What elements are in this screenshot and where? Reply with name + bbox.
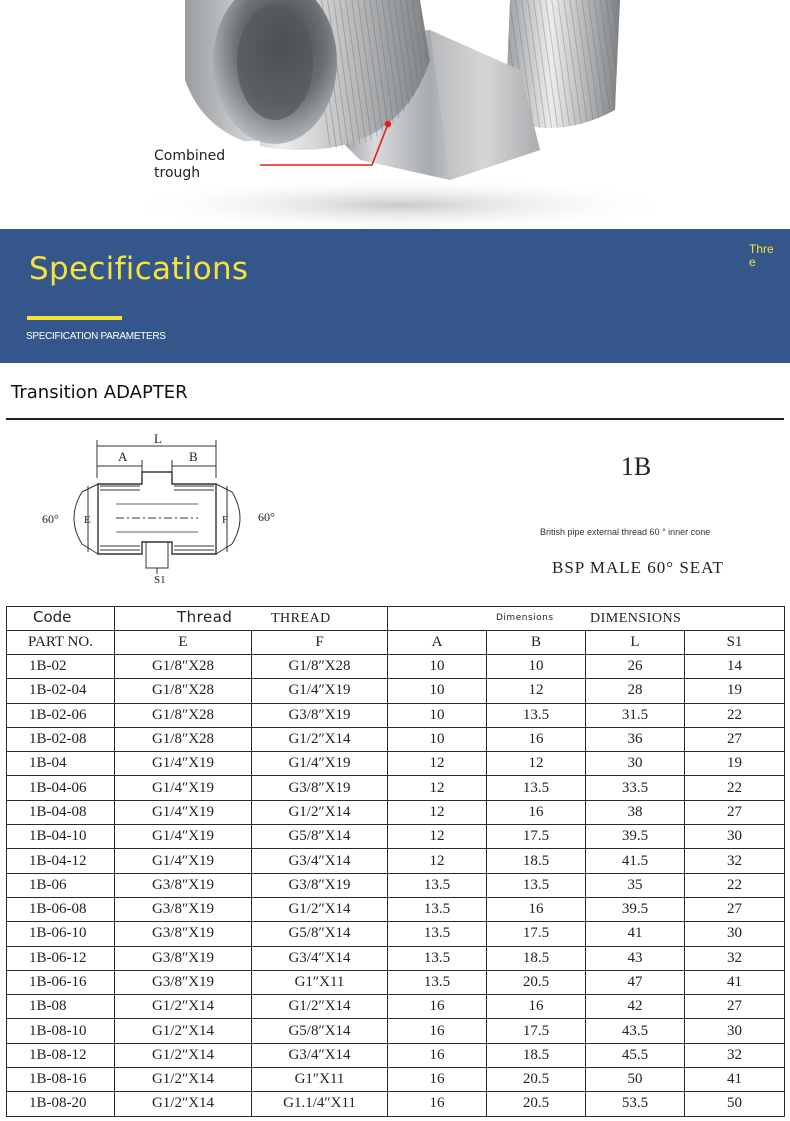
table-cell: 50 [586,1068,685,1092]
table-cell: 12 [388,849,487,873]
table-cell: G1/2″X14 [252,897,388,921]
callout-line-1: Combined [154,148,226,164]
table-cell: 43 [586,946,685,970]
table-cell: 32 [685,946,785,970]
table-cell: 27 [685,995,785,1019]
table-cell: G5/8″X14 [252,1019,388,1043]
table-cell: G1/8″X28 [252,655,388,679]
table-row [7,1019,785,1043]
table-cell: 18.5 [487,1043,586,1067]
drawing-label-L: L [154,431,162,446]
table-cell: 27 [685,727,785,751]
table-cell: 10 [388,655,487,679]
table-cell: 12 [388,752,487,776]
table-cell: G1/8″X28 [115,679,252,703]
table-cell: 1B-04-06 [7,776,115,800]
column-header-5: L [586,631,685,655]
table-cell: G1/2″X14 [115,1019,252,1043]
table-cell: 30 [685,825,785,849]
adapter-technical-drawing [36,428,286,588]
table-row [7,752,785,776]
overlay-dimensions-label: Dimensions [492,608,558,628]
table-body [7,655,785,1117]
table-cell: G1/4″X19 [115,825,252,849]
drawing-label-S1: S1 [154,574,166,586]
section-title: Transition ADAPTER [11,382,188,403]
table-cell: 16 [487,727,586,751]
table-cell: 13.5 [388,873,487,897]
table-cell: 1B-08-10 [7,1019,115,1043]
table-cell: 1B-04-08 [7,800,115,824]
table-cell: 22 [685,703,785,727]
table-cell: 13.5 [388,897,487,921]
table-cell: 16 [388,1068,487,1092]
table-cell: 1B-06-16 [7,970,115,994]
table-row [7,776,785,800]
table-row [7,922,785,946]
group-header-code [7,607,115,631]
table-row [7,995,785,1019]
table-cell: 12 [487,752,586,776]
table-cell: G1/2″X14 [115,995,252,1019]
table-cell: 17.5 [487,825,586,849]
table-cell: G3/8″X19 [252,776,388,800]
table-cell: G3/4″X14 [252,1043,388,1067]
table-cell: G1/2″X14 [252,800,388,824]
table-cell: 10 [487,655,586,679]
table-row [7,825,785,849]
table-row [7,849,785,873]
product-photo [0,0,790,229]
table-cell: 38 [586,800,685,824]
table-cell: 20.5 [487,970,586,994]
table-cell: G1/2″X14 [252,727,388,751]
table-cell: 41.5 [586,849,685,873]
table-cell: G3/8″X19 [115,873,252,897]
table-cell: 17.5 [487,1019,586,1043]
table-cell: 22 [685,873,785,897]
column-header-6: S1 [685,631,785,655]
table-cell: 50 [685,1092,785,1116]
table-cell: G1/4″X19 [252,679,388,703]
table-cell: 12 [487,679,586,703]
model-code: 1B [620,452,652,481]
table-cell: G1/8″X28 [115,703,252,727]
table-cell: G3/4″X14 [252,849,388,873]
table-cell: 36 [586,727,685,751]
table-row [7,897,785,921]
table-cell: 1B-06 [7,873,115,897]
table-group-header-row [7,607,785,631]
table-cell: 16 [487,995,586,1019]
table-cell: G3/8″X19 [252,873,388,897]
table-cell: 20.5 [487,1092,586,1116]
table-cell: 53.5 [586,1092,685,1116]
table-cell: 41 [586,922,685,946]
table-cell: 12 [388,825,487,849]
table-cell: 26 [586,655,685,679]
table-cell: 10 [388,727,487,751]
specification-table [6,606,785,1117]
table-cell: 16 [388,1019,487,1043]
table-column-header-row [7,631,785,655]
section-divider [6,418,784,420]
table-row [7,1043,785,1067]
table-cell: 1B-08-20 [7,1092,115,1116]
table-cell: 13.5 [487,703,586,727]
table-cell: 1B-04-12 [7,849,115,873]
table-cell: G1/2″X14 [115,1092,252,1116]
table-row [7,655,785,679]
overlay-code-label: Code [29,608,75,626]
table-cell: 14 [685,655,785,679]
overlay-thread-label: Thread [173,608,236,626]
table-cell: 18.5 [487,946,586,970]
drawing-label-E: E [84,514,91,526]
table-cell: 1B-04 [7,752,115,776]
table-cell: 22 [685,776,785,800]
table-cell: 33.5 [586,776,685,800]
group-header-dimensions [388,607,785,631]
table-row [7,873,785,897]
table-row [7,800,785,824]
column-header-2: F [252,631,388,655]
table-cell: 19 [685,679,785,703]
table-cell: 19 [685,752,785,776]
table-cell: G1/8″X28 [115,655,252,679]
table-cell: 1B-02-04 [7,679,115,703]
table-cell: G1/4″X19 [115,849,252,873]
table-cell: 12 [388,800,487,824]
table-cell: G1/2″X14 [115,1043,252,1067]
banner-accent-bar [27,316,122,320]
table-cell: G1/4″X19 [115,800,252,824]
table-cell: G1″X11 [252,970,388,994]
table-cell: 1B-06-08 [7,897,115,921]
table-cell: 47 [586,970,685,994]
table-cell: 32 [685,1043,785,1067]
table-row [7,946,785,970]
specifications-banner [0,229,790,363]
drawing-angle-right: 60° [258,510,275,524]
table-cell: 27 [685,897,785,921]
table-cell: G1″X11 [252,1068,388,1092]
table-cell: 1B-08-16 [7,1068,115,1092]
column-header-4: B [487,631,586,655]
table-cell: 45.5 [586,1043,685,1067]
table-cell: 16 [388,1092,487,1116]
table-cell: 30 [586,752,685,776]
table-cell: 16 [388,1043,487,1067]
table-cell: 13.5 [388,922,487,946]
thread-group-label: THREAD [271,611,331,626]
table-cell: 42 [586,995,685,1019]
table-cell: 13.5 [388,970,487,994]
callout-line-2: trough [154,165,201,181]
table-cell: 16 [487,897,586,921]
table-cell: 39.5 [586,825,685,849]
table-cell: G3/8″X19 [115,946,252,970]
table-cell: 41 [685,970,785,994]
table-cell: G3/8″X19 [252,703,388,727]
table-cell: 16 [487,800,586,824]
column-header-1: E [115,631,252,655]
table-cell: G3/4″X14 [252,946,388,970]
table-cell: 10 [388,679,487,703]
banner-title: Specifications [29,251,249,287]
table-cell: 30 [685,922,785,946]
banner-subtitle: SPECIFICATION PARAMETERS [26,331,166,342]
table-row [7,1068,785,1092]
table-row [7,727,785,751]
banner-corner-text: Three [749,242,774,269]
table-cell: G1/4″X19 [115,752,252,776]
table-cell: 10 [388,703,487,727]
table-cell: 39.5 [586,897,685,921]
table-cell: G1/4″X19 [252,752,388,776]
table-cell: 1B-04-10 [7,825,115,849]
table-cell: G1/2″X14 [115,1068,252,1092]
table-cell: 35 [586,873,685,897]
table-cell: 32 [685,849,785,873]
table-cell: G1/8″X28 [115,727,252,751]
table-cell: G1/4″X19 [115,776,252,800]
table-cell: 1B-02-08 [7,727,115,751]
table-cell: 18.5 [487,849,586,873]
table-cell: G3/8″X19 [115,897,252,921]
table-row [7,679,785,703]
table-cell: 13.5 [487,776,586,800]
table-cell: G5/8″X14 [252,922,388,946]
table-cell: 16 [388,995,487,1019]
column-header-0: PART NO. [7,631,115,655]
drawing-angle-left: 60° [42,512,59,526]
table-cell: 1B-08-12 [7,1043,115,1067]
table-cell: 43.5 [586,1019,685,1043]
table-cell: 1B-02 [7,655,115,679]
table-cell: G5/8″X14 [252,825,388,849]
table-cell: 13.5 [487,873,586,897]
table-row [7,703,785,727]
table-cell: 30 [685,1019,785,1043]
table-cell: 31.5 [586,703,685,727]
drawing-label-A: A [118,449,128,464]
table-cell: G3/8″X19 [115,970,252,994]
model-description: British pipe external thread 60 ° inner cone [540,527,711,537]
drawing-label-B: B [189,449,198,464]
table-cell: 28 [586,679,685,703]
column-header-3: A [388,631,487,655]
group-header-thread [115,607,388,631]
combined-trough-callout [146,141,260,189]
fitting-image [0,0,790,229]
table-cell: 17.5 [487,922,586,946]
table-cell: 1B-06-10 [7,922,115,946]
model-name: BSP MALE 60° SEAT [552,558,724,577]
table-cell: 13.5 [388,946,487,970]
table-cell: G1/2″X14 [252,995,388,1019]
table-cell: 27 [685,800,785,824]
table-cell: 1B-06-12 [7,946,115,970]
table-cell: 12 [388,776,487,800]
table-cell: 1B-02-06 [7,703,115,727]
table-row [7,970,785,994]
table-cell: G1.1/4″X11 [252,1092,388,1116]
table-cell: G3/8″X19 [115,922,252,946]
dimensions-group-label: DIMENSIONS [590,611,682,626]
table-cell: 41 [685,1068,785,1092]
table-row [7,1092,785,1116]
drawing-label-F: F [222,514,229,526]
table-cell: 1B-08 [7,995,115,1019]
table-cell: 20.5 [487,1068,586,1092]
